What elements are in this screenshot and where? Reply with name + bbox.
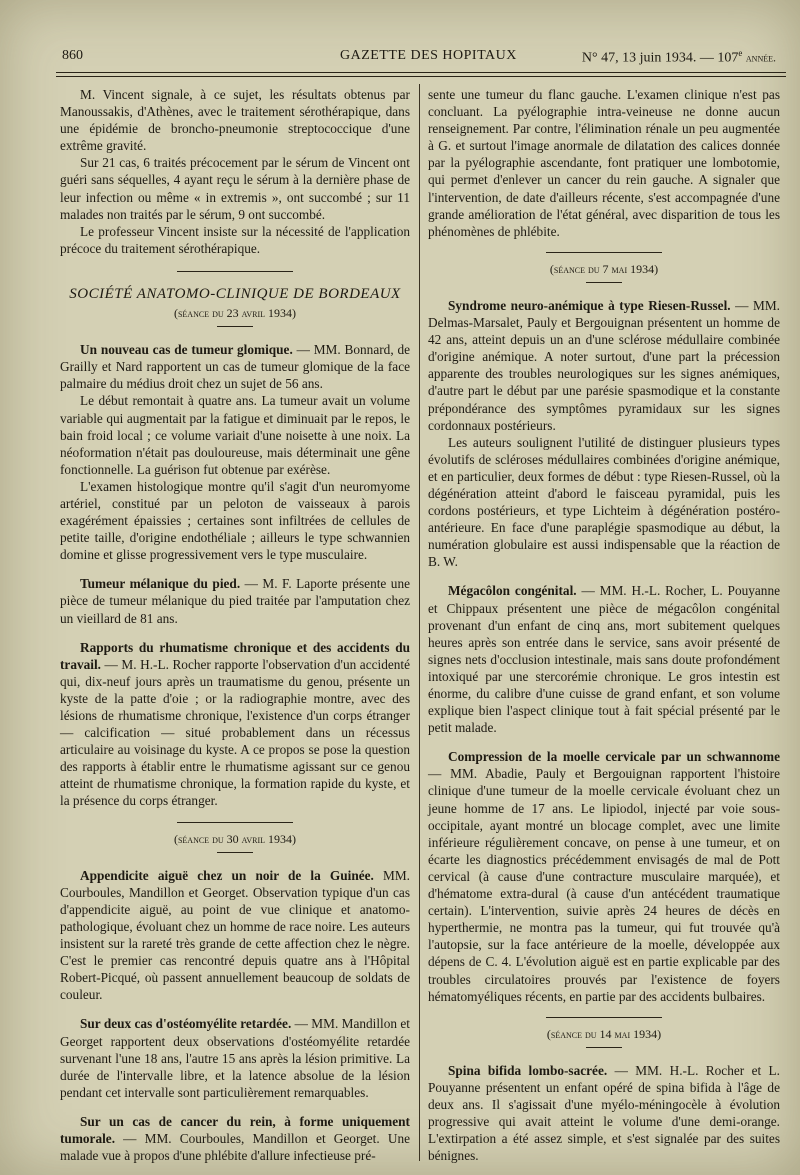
column-divider	[419, 84, 420, 1161]
issue-year-word: année.	[745, 50, 776, 65]
session-date-1: (séance du 23 avril 1934)	[173, 306, 297, 321]
short-rule	[586, 1047, 622, 1048]
paragraph-conclusion: Le professeur Vincent insiste sur la nécessité de l'application précoce du traitement sérothérapique.	[60, 223, 410, 256]
running-header	[54, 44, 784, 70]
article-title: Mégacôlon congénital.	[448, 583, 577, 599]
section-separator	[177, 822, 293, 823]
article-text: — MM. Delmas-Marsalet, Pauly et Bergouignan présentent un homme de 42 ans, atteint depuis un an d'une sclérose médullaire combinée d'origine anémique. A noter surtout, d'une part la précession apparente des troubles neurologiques sur les signes anémiques, d'autre part le début par une parésie spasmodique et la constante prépondérance des symptômes pyramidaux sur les signes cordonnaux postérieurs.	[428, 297, 780, 433]
article-appendicite	[60, 867, 410, 1004]
paragraph: Le début remontait à quatre ans. La tumeur avait un volume variable qui augmentait par la fatigue et diminuait par le repos, le bain froid local ; ce volume variait d'une noisette à une noix. La néoformation n'était pas douloureuse, mais déterminait une gêne fonctionnelle. La guérison fut obtenue par exérèse.	[60, 393, 410, 477]
paragraph: Les auteurs soulignent l'utilité de distinguer plusieurs types évolutifs de scléroses médullaires combinées d'origine anémique, et en particulier, deux formes de début : type Riesen-Russel, où la dégénération atteint d'abord le faisceau pyramidal, puis les cordons postérieurs, et type Lichteim à dégénération postéro-antérieure. En face d'une paraplégie spasmodique au début, la numération globulaire est aussi indispensable que la réaction de B. W.	[428, 434, 780, 570]
society-heading: SOCIÉTÉ ANATOMO-CLINIQUE DE BORDEAUX	[69, 285, 401, 302]
article-tumeur-melanique	[60, 575, 410, 626]
article-rhumatisme	[60, 639, 410, 810]
article-title: Sur un cas de cancer du rein, à forme uniquement tumorale.	[60, 1113, 410, 1146]
article-megacolon	[428, 582, 780, 736]
page-number: 860	[62, 48, 83, 63]
header-rule-bottom	[56, 76, 786, 77]
article-tumeur-glomique	[60, 341, 410, 392]
article-title: Syndrome neuro-anémique à type Riesen-Russel.	[448, 297, 731, 313]
article-osteomyelite	[60, 1015, 410, 1100]
article-title: Spina bifida lombo-sacrée.	[448, 1062, 608, 1078]
journal-title: GAZETTE DES HOPITAUX	[340, 48, 517, 63]
article-text: — M. F. Laporte présente une pièce de tumeur mélanique du pied traitée par l'amputation chez un vieillard de 81 ans.	[60, 576, 410, 626]
right-column	[428, 86, 780, 1164]
paragraph-cases: Sur 21 cas, 6 traités précocement par le sérum de Vincent ont guéri sans séquelles, 4 ayant reçu le sérum à la dernière phase de leur infection ou même « in extremis », ont succombé ; sur 11 malades non traités par le sérum, 9 ont succombé.	[60, 155, 410, 222]
article-title: Rapports du rhumatisme chronique et des accidents du travail.	[60, 639, 410, 672]
session-date-2: (séance du 30 avril 1934)	[173, 831, 297, 846]
article-text: MM. Courboules, Mandillon et Georget. Observation typique d'un cas d'appendicite aiguë, au point de vue clinique et anatomo-pathologique, évoluant chez un homme de race noire. Les auteurs insistent sur la rareté très grande de cette affection chez le nègre. C'est le premier cas rencontré depuis quatre ans à l'Hôpital Robert-Picqué, où passent annuellement beaucoup de soldats de couleur.	[60, 867, 411, 1003]
article-title: Appendicite aiguë chez un noir de la Guinée.	[80, 867, 374, 883]
paragraph-vincent: M. Vincent signale, à ce sujet, les résultats obtenus par Manoussakis, d'Athènes, avec le traitement sérothérapique, dans une épidémie de broncho-pneumonie streptococcique d'une extrême gravité.	[60, 87, 410, 154]
left-column	[60, 86, 410, 1164]
article-title: Tumeur mélanique du pied.	[80, 576, 241, 592]
header-rule-top	[56, 72, 786, 73]
section-separator	[546, 252, 662, 253]
article-schwannome	[428, 748, 780, 1004]
article-text: — MM. Courboules, Mandillon et Georget. Une malade vue à propos d'une phlébite d'allure infectieuse pré-	[60, 1130, 410, 1164]
article-text: — MM. Abadie, Pauly et Bergouignan rapportent l'histoire clinique d'une tumeur de la moelle cervicale évoluant chez un jeune homme de 17 ans. Le lipiodol, injecté par voie sous-occipitale, ayant montré un blocage complet, avec une limite inférieure régulièrement concave, on pense à une tumeur, et on écarte les diagnostics précédemment envisagés de mal de Pott cervical (à cause d'une contracture musculaire marquée), et d'hématome extra-dural (à cause d'un antécédent traumatique certain). L'intervention, suivie après 24 heures de décès en hyperthermie, ne montra pas la tumeur, qui fut trouvée qu'à l'autopsie, sur la face antérieure de la moelle, développée aux dépens de C. 4. L'évolution aiguë est en partie explicable par des troubles circulatoires prouvés par l'existence de foyers hématomyéliques récents, en partie par des accidents bulbaires.	[428, 766, 780, 1004]
article-title: Compression de la moelle cervicale par un schwannome	[448, 749, 780, 765]
article-title: Un nouveau cas de tumeur glomique.	[80, 342, 293, 358]
article-title: Sur deux cas d'ostéomyélite retardée.	[80, 1016, 292, 1032]
session-date-4: (séance du 14 mai 1934)	[546, 1026, 662, 1041]
article-riesen-russel	[428, 297, 780, 434]
session-date-3: (séance du 7 mai 1934)	[549, 261, 659, 276]
article-text: — MM. Bonnard, de Grailly et Nard rapportent un cas de tumeur glomique de la face palmaire du médius droit chez un sujet de 56 ans.	[60, 342, 411, 392]
short-rule	[217, 326, 253, 327]
issue-text: N° 47, 13 juin 1934. — 107	[581, 50, 739, 66]
paragraph-continuation: sente une tumeur du flanc gauche. L'examen clinique n'est pas concluant. La pyélographie intra-veineuse ne donne aucun renseignement. Par contre, l'élimination rénale un peu augmentée à G. et surtout l'image anormale de dilatation des calices donnée par la pyélographie ascendante, font pratiquer une lombotomie, qui permet d'enlever un cancer du rein gauche. A signaler que l'intervention, de date d'ailleurs récente, s'est accompagnée d'une grande amélioration de l'état général, avec disparition de tous les phénomènes de phlébite.	[428, 87, 780, 239]
paragraph: L'examen histologique montre qu'il s'agit d'un neuromyome artériel, constitué par un peloton de vaisseaux à parois exagérément épaissies ; certaines sont infiltrées de cellules de petite taille, d'origine endothéliale ; ailleurs le type schwannien domine et glisse progressivement vers le type musculaire.	[60, 478, 410, 563]
section-separator	[546, 1017, 662, 1018]
article-text: — M. H.-L. Rocher rapporte l'observation d'un accidenté qui, dix-neuf jours après un traumatisme du genou, présente un kyste de la patte d'oie ; or la radiographie montre, avec des lésions de rhumatisme chronique, l'existence d'un corps étranger — calcification — situé probablement dans un récessus articulaire au voisinage du kyste. A ce propos se pose la question des rapports à établir entre le rhumatisme agissant sur ce genou atteint de rhumatisme chronique, la formation rapide du kyste, et la présence du corps étranger.	[60, 656, 410, 809]
article-spina-bifida	[428, 1062, 780, 1165]
article-cancer-rein	[60, 1113, 410, 1164]
section-separator	[177, 271, 293, 272]
short-rule	[217, 852, 253, 853]
article-text: — MM. H.-L. Rocher et L. Pouyanne présentent un enfant opéré de spina bifida à l'âge de deux ans. Il s'agissait d'une myélo-méningocèle à évolution progressive qui avait atteint le volume d'une demi-orange. L'extirpation a été assez simple, et s'est signalée par des suites bénignes.	[428, 1062, 780, 1164]
article-text: — MM. Mandillon et Georget rapportent deux observations d'ostéomyélite retardée survenant l'une 18 ans, l'autre 15 ans après la lésion primitive. La durée de l'intervalle libre, et la latence absolue de la lésion pendant cet intervalle sont particulièrement remarquables.	[60, 1016, 410, 1100]
issue-info	[582, 48, 776, 67]
article-text: — MM. H.-L. Rocher, L. Pouyanne et Chippaux présentent une pièce de mégacôlon congénital provenant d'un enfant de cinq ans, mort subitement quelques heures après son entrée dans le service, sans avoir présenté de signes nets d'occlusion intestinale, mais sans doute profondément intoxiqué par une stercorémie chronique. Le gros intestin est énorme, du calibre d'une cuisse de grand enfant, et son volume explique bien l'aspect clinique tout à fait spécial présenté par le petit malade.	[428, 583, 780, 736]
short-rule	[586, 282, 622, 283]
issue-sup: e	[738, 48, 743, 58]
